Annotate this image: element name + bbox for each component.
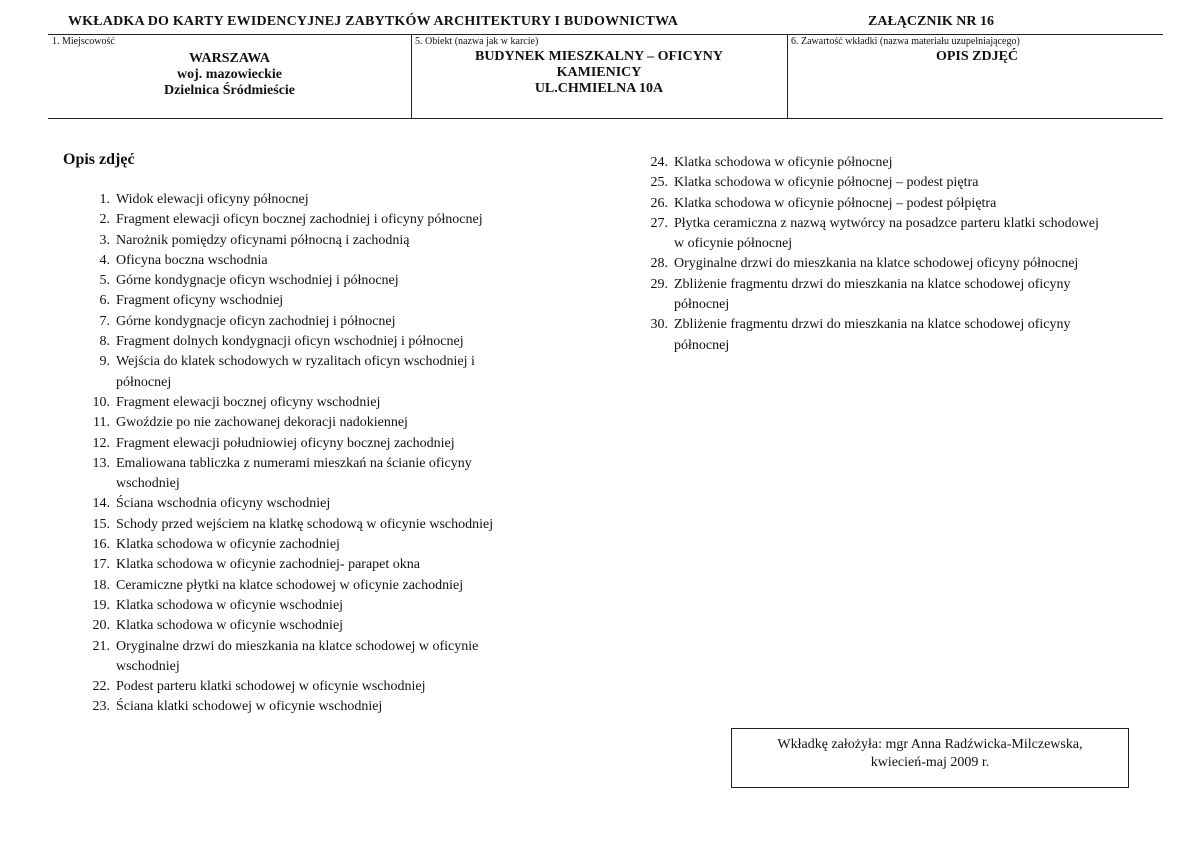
item-number: 3. <box>99 232 110 248</box>
list-item <box>74 251 544 271</box>
item-number: 19. <box>92 597 110 613</box>
item-text <box>116 555 544 575</box>
item-text-line: północnej <box>674 337 730 353</box>
item-text-line: Fragment elewacji południowiej oficyny bocznej zachodniej <box>116 435 455 451</box>
list-item <box>74 190 544 210</box>
item-text <box>116 637 544 678</box>
item-text-line: Klatka schodowa w oficynie zachodniej- parapet okna <box>116 557 420 573</box>
list-item <box>74 271 544 291</box>
list-item <box>632 275 1162 316</box>
list-item <box>632 315 1162 356</box>
item-text-line: Gwoździe po nie zachowanej dekoracji nadokiennej <box>116 415 408 431</box>
list-item <box>74 413 544 433</box>
item-text-line: wschodniej <box>116 476 180 492</box>
item-text-line: Górne kondygnacje oficyn zachodniej i północnej <box>116 313 396 329</box>
item-text <box>674 173 1162 193</box>
item-text-line: Wejścia do klatek schodowych w ryzalitach oficyn wschodniej i <box>116 354 475 370</box>
list-item <box>632 153 1162 173</box>
item-text-line: wschodniej <box>116 658 180 674</box>
list-item <box>74 616 544 636</box>
item-text <box>116 515 544 535</box>
list-item <box>632 214 1162 255</box>
list-item <box>74 677 544 697</box>
item-text-line: Klatka schodowa w oficynie północnej – podest półpiętra <box>674 195 997 211</box>
item-text <box>674 254 1162 274</box>
item-number: 8. <box>99 334 110 350</box>
item-text-line: północnej <box>674 297 730 313</box>
item-text-line: Fragment elewacji bocznej oficyny wschodniej <box>116 394 381 410</box>
item-text-line: Schody przed wejściem na klatkę schodową w oficynie wschodniej <box>116 516 494 532</box>
item-number: 7. <box>99 313 110 329</box>
object-line-1: BUDYNEK MIESZKALNY – OFICYNY <box>474 49 723 64</box>
place-voivodeship: woj. mazowieckie <box>177 67 282 82</box>
item-number: 13. <box>92 455 110 471</box>
item-text-line: Emaliowana tabliczka z numerami mieszkań na ścianie oficyny <box>116 455 472 471</box>
item-text <box>674 315 1162 356</box>
list-item <box>74 637 544 678</box>
list-item <box>74 312 544 332</box>
item-number: 23. <box>92 699 110 715</box>
item-number: 16. <box>92 537 110 553</box>
author-line: Wkładkę założyła: mgr Anna Radźwicka-Milczewska, <box>777 737 1083 752</box>
item-text <box>116 251 544 271</box>
item-text-line: Zbliżenie fragmentu drzwi do mieszkania na klatce schodowej oficyny <box>674 317 1071 333</box>
item-number: 2. <box>99 212 110 228</box>
list-item <box>74 393 544 413</box>
item-text <box>674 275 1162 316</box>
content-label: 6. Zawartość wkładki (nazwa materiału uzupełniającego) <box>791 36 1020 47</box>
item-text <box>116 413 544 433</box>
item-text-line: Oryginalne drzwi do mieszkania na klatce schodowej oficyny północnej <box>674 256 1079 272</box>
item-number: 18. <box>92 577 110 593</box>
section-title: Opis zdjęć <box>63 151 135 168</box>
item-number: 28. <box>650 256 668 272</box>
item-number: 22. <box>92 679 110 695</box>
author-box <box>731 728 1129 788</box>
attachment-number: ZAŁĄCZNIK NR 16 <box>868 14 995 29</box>
item-text-line: Klatka schodowa w oficynie wschodniej <box>116 618 344 634</box>
document-title: WKŁADKA DO KARTY EWIDENCYJNEJ ZABYTKÓW ARCHITEKTURY I BUDOWNICTWA <box>67 14 679 29</box>
item-number: 24. <box>650 155 668 170</box>
content-cell <box>791 36 1163 65</box>
item-number: 30. <box>650 317 668 333</box>
content-value <box>791 49 1163 65</box>
item-number: 5. <box>99 273 110 289</box>
item-number: 14. <box>92 496 110 512</box>
item-text-line: Oficyna boczna wschodnia <box>116 252 268 268</box>
item-text-line: Ceramiczne płytki na klatce schodowej w oficynie zachodniej <box>116 577 464 593</box>
item-text-line: Klatka schodowa w oficynie północnej – podest piętra <box>674 175 979 191</box>
item-text <box>116 677 544 697</box>
item-text <box>116 434 544 454</box>
object-value <box>415 49 783 97</box>
item-number: 9. <box>99 354 110 370</box>
item-text-line: Płytka ceramiczna z nazwą wytwórcy na posadzce parteru klatki schodowej <box>674 215 1099 231</box>
place-value <box>52 51 407 99</box>
item-text-line: północnej <box>116 374 172 390</box>
item-text <box>116 616 544 636</box>
header-divider-2 <box>787 34 788 118</box>
item-text <box>116 535 544 555</box>
item-text <box>116 271 544 291</box>
item-text-line: Ściana klatki schodowej w oficynie wschodniej <box>116 699 383 715</box>
item-text <box>116 576 544 596</box>
header-divider-1 <box>411 34 412 118</box>
item-text <box>116 210 544 230</box>
object-label: 5. Obiekt (nazwa jak w karcie) <box>415 36 539 47</box>
object-cell <box>415 36 783 97</box>
item-number: 20. <box>92 618 110 634</box>
item-text-line: Ściana wschodnia oficyny wschodniej <box>116 496 331 512</box>
place-label: 1. Miejscowość <box>52 36 115 47</box>
item-text <box>116 393 544 413</box>
header-bottom-rule <box>48 118 1163 119</box>
list-item <box>74 576 544 596</box>
list-item <box>74 697 544 717</box>
place-city: WARSZAWA <box>189 51 270 66</box>
header-top-rule <box>48 34 1163 35</box>
item-number: 27. <box>650 215 668 231</box>
item-text-line: Widok elewacji oficyny północnej <box>116 192 309 207</box>
item-number: 21. <box>92 638 110 654</box>
item-text-line: Podest parteru klatki schodowej w oficynie wschodniej <box>116 679 426 695</box>
item-text <box>674 194 1162 214</box>
place-district: Dzielnica Śródmieście <box>163 83 296 98</box>
item-text-line: Fragment elewacji oficyn bocznej zachodniej i oficyny północnej <box>116 212 483 228</box>
item-text-line: Zbliżenie fragmentu drzwi do mieszkania na klatce schodowej oficyny <box>674 276 1071 292</box>
item-text <box>116 352 544 393</box>
list-item <box>74 494 544 514</box>
item-text <box>116 231 544 251</box>
item-text-line: Klatka schodowa w oficynie zachodniej <box>116 537 340 553</box>
item-number: 12. <box>92 435 110 451</box>
item-number: 6. <box>99 293 110 309</box>
list-item <box>74 352 544 393</box>
item-number: 29. <box>650 276 668 292</box>
list-item <box>632 173 1162 193</box>
item-text-line: Górne kondygnacje oficyn wschodniej i północnej <box>116 273 399 289</box>
list-item <box>632 194 1162 214</box>
item-text <box>116 697 544 717</box>
list-item <box>74 596 544 616</box>
item-number: 17. <box>92 557 110 573</box>
list-item <box>632 254 1162 274</box>
item-number: 11. <box>93 415 110 431</box>
item-number: 1. <box>99 192 110 207</box>
list-item <box>74 515 544 535</box>
item-text <box>116 332 544 352</box>
item-text <box>116 596 544 616</box>
item-text <box>116 312 544 332</box>
list-item <box>74 231 544 251</box>
photo-list-left <box>74 190 544 718</box>
item-text-line: Oryginalne drzwi do mieszkania na klatce schodowej w oficynie <box>116 638 479 654</box>
content-line-1: OPIS ZDJĘĆ <box>935 49 1019 64</box>
item-text-line: Klatka schodowa w oficynie północnej <box>674 155 893 170</box>
item-text-line: Fragment oficyny wschodniej <box>116 293 284 309</box>
item-number: 26. <box>650 195 668 211</box>
item-number: 4. <box>99 252 110 268</box>
item-text <box>116 190 544 210</box>
list-item <box>74 434 544 454</box>
list-item <box>74 291 544 311</box>
item-number: 15. <box>92 516 110 532</box>
list-item <box>74 210 544 230</box>
date-line: kwiecień-maj 2009 r. <box>870 755 990 770</box>
object-line-2: KAMIENICY <box>556 65 642 80</box>
place-cell <box>52 36 407 99</box>
object-line-3: UL.CHMIELNA 10A <box>534 81 664 96</box>
list-item <box>74 555 544 575</box>
item-number: 25. <box>650 175 668 191</box>
item-text <box>116 454 544 495</box>
item-text <box>674 214 1162 255</box>
item-text <box>116 291 544 311</box>
list-item <box>74 535 544 555</box>
item-number: 10. <box>92 394 110 410</box>
item-text-line: Narożnik pomiędzy oficynami północną i zachodnią <box>116 232 410 248</box>
item-text-line: w oficynie północnej <box>674 236 793 252</box>
list-item <box>74 454 544 495</box>
item-text-line: Fragment dolnych kondygnacji oficyn wschodniej i północnej <box>116 334 464 350</box>
item-text-line: Klatka schodowa w oficynie wschodniej <box>116 597 344 613</box>
list-item <box>74 332 544 352</box>
item-text <box>116 494 544 514</box>
item-text <box>674 153 1162 173</box>
photo-list-right <box>632 153 1162 356</box>
